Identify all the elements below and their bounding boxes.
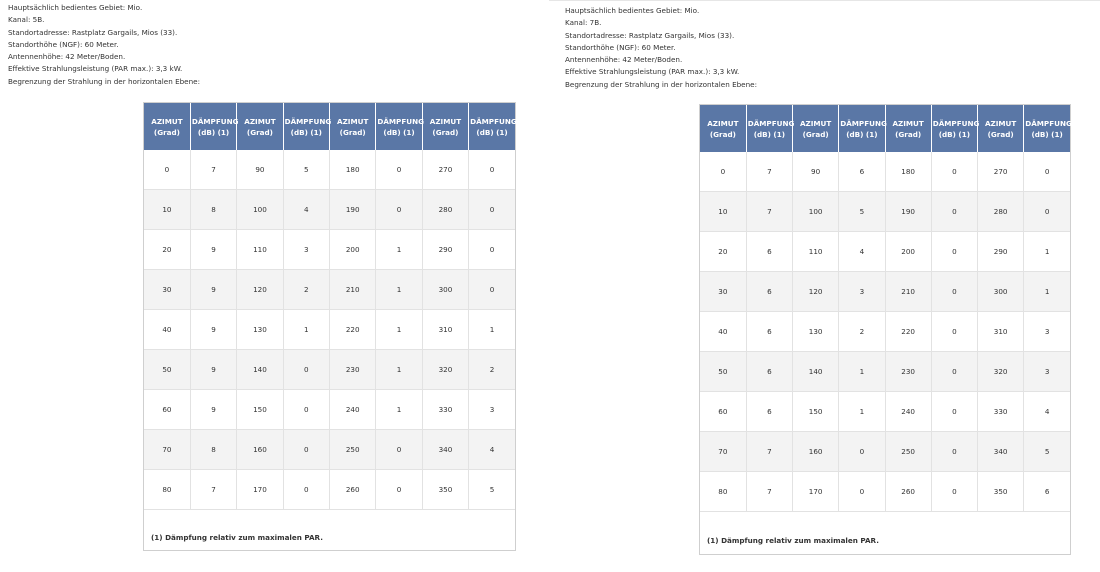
table-row (700, 352, 1070, 392)
table-row (144, 270, 515, 310)
azimut-cell: 150 (793, 392, 839, 432)
table-row (700, 272, 1070, 312)
daempfung-cell: 3 (839, 272, 885, 312)
info-line-power: Effektive Strahlungsleistung (PAR max.): 3,3 kW. (565, 67, 740, 77)
azimut-cell: 50 (144, 350, 190, 390)
daempfung-cell: 1 (1024, 232, 1070, 272)
azimut-cell: 210 (885, 272, 931, 312)
azimut-cell: 340 (422, 430, 468, 470)
azimut-cell: 300 (422, 270, 468, 310)
azimut-cell: 270 (422, 150, 468, 190)
daempfung-cell: 9 (190, 270, 236, 310)
attenuation-table-box (143, 102, 516, 551)
daempfung-cell: 6 (839, 152, 885, 192)
daempfung-cell: 1 (469, 310, 515, 350)
daempfung-cell: 7 (746, 152, 792, 192)
daempfung-cell: 8 (190, 190, 236, 230)
azimut-cell: 240 (330, 390, 376, 430)
azimut-cell: 350 (978, 472, 1024, 512)
daempfung-cell: 1 (376, 230, 422, 270)
daempfung-cell: 7 (190, 150, 236, 190)
azimut-cell: 190 (885, 192, 931, 232)
daempfung-cell: 0 (283, 350, 329, 390)
daempfung-cell: 0 (931, 312, 977, 352)
table-row (700, 152, 1070, 192)
header-azimut: AZIMUT (Grad) (237, 103, 283, 150)
azimut-cell: 10 (700, 192, 746, 232)
info-line-limitation: Begrenzung der Strahlung in der horizontalen Ebene: (565, 79, 757, 89)
azimut-cell: 30 (700, 272, 746, 312)
azimut-cell: 260 (330, 470, 376, 510)
azimut-cell: 330 (422, 390, 468, 430)
azimut-cell: 0 (700, 152, 746, 192)
daempfung-cell: 0 (839, 472, 885, 512)
daempfung-cell: 3 (1024, 312, 1070, 352)
daempfung-cell: 0 (469, 190, 515, 230)
attenuation-table (144, 103, 515, 510)
azimut-cell: 230 (330, 350, 376, 390)
daempfung-cell: 1 (376, 270, 422, 310)
table-body (144, 150, 515, 510)
azimut-cell: 210 (330, 270, 376, 310)
table-row (144, 150, 515, 190)
azimut-cell: 10 (144, 190, 190, 230)
azimut-cell: 150 (237, 390, 283, 430)
daempfung-cell: 4 (469, 430, 515, 470)
daempfung-cell: 1 (376, 390, 422, 430)
daempfung-cell: 9 (190, 350, 236, 390)
azimut-cell: 320 (978, 352, 1024, 392)
header-daempfung: DÄMPFUNG (dB) (1) (190, 103, 236, 150)
header-daempfung: DÄMPFUNG (dB) (1) (469, 103, 515, 150)
table-row (700, 232, 1070, 272)
table-body (700, 152, 1070, 512)
azimut-cell: 20 (144, 230, 190, 270)
azimut-cell: 220 (885, 312, 931, 352)
daempfung-cell: 0 (376, 190, 422, 230)
azimut-cell: 290 (978, 232, 1024, 272)
azimut-cell: 120 (237, 270, 283, 310)
daempfung-cell: 1 (839, 352, 885, 392)
table-header-row (700, 105, 1070, 152)
daempfung-cell: 0 (931, 352, 977, 392)
azimut-cell: 200 (885, 232, 931, 272)
daempfung-cell: 0 (283, 390, 329, 430)
daempfung-cell: 1 (376, 310, 422, 350)
daempfung-cell: 0 (931, 272, 977, 312)
azimut-cell: 130 (237, 310, 283, 350)
daempfung-cell: 1 (839, 392, 885, 432)
info-line-address: Standortadresse: Rastplatz Gargails, Mios (33). (8, 27, 178, 37)
daempfung-cell: 6 (746, 232, 792, 272)
left-panel (0, 0, 548, 571)
daempfung-cell: 9 (190, 230, 236, 270)
header-azimut: AZIMUT (Grad) (978, 105, 1024, 152)
azimut-cell: 160 (793, 432, 839, 472)
info-block (8, 2, 200, 88)
daempfung-cell: 0 (931, 152, 977, 192)
azimut-cell: 90 (237, 150, 283, 190)
info-line-served-area: Hauptsächlich bedientes Gebiet: Mio. (8, 3, 143, 12)
daempfung-cell: 2 (839, 312, 885, 352)
daempfung-cell: 1 (283, 310, 329, 350)
daempfung-cell: 5 (839, 192, 885, 232)
footnote: (1) Dämpfung relativ zum maximalen PAR. (151, 533, 323, 542)
azimut-cell: 50 (700, 352, 746, 392)
azimut-cell: 20 (700, 232, 746, 272)
daempfung-cell: 0 (931, 472, 977, 512)
azimut-cell: 60 (144, 390, 190, 430)
azimut-cell: 280 (978, 192, 1024, 232)
azimut-cell: 250 (330, 430, 376, 470)
table-row (144, 310, 515, 350)
daempfung-cell: 0 (931, 192, 977, 232)
daempfung-cell: 6 (746, 352, 792, 392)
info-line-served-area: Hauptsächlich bedientes Gebiet: Mio. (565, 6, 700, 15)
azimut-cell: 350 (422, 470, 468, 510)
header-azimut: AZIMUT (Grad) (793, 105, 839, 152)
info-line-site-altitude: Standorthöhe (NGF): 60 Meter. (565, 42, 676, 52)
daempfung-cell: 0 (1024, 192, 1070, 232)
info-line-site-altitude: Standorthöhe (NGF): 60 Meter. (8, 39, 119, 49)
azimut-cell: 60 (700, 392, 746, 432)
daempfung-cell: 7 (190, 470, 236, 510)
azimut-cell: 170 (793, 472, 839, 512)
info-line-antenna-height: Antennenhöhe: 42 Meter/Boden. (8, 52, 126, 62)
table-row (144, 390, 515, 430)
header-azimut: AZIMUT (Grad) (422, 103, 468, 150)
daempfung-cell: 0 (283, 430, 329, 470)
azimut-cell: 40 (144, 310, 190, 350)
azimut-cell: 30 (144, 270, 190, 310)
azimut-cell: 80 (700, 472, 746, 512)
daempfung-cell: 6 (746, 272, 792, 312)
azimut-cell: 290 (422, 230, 468, 270)
table-header-row (144, 103, 515, 150)
daempfung-cell: 7 (746, 432, 792, 472)
daempfung-cell: 8 (190, 430, 236, 470)
daempfung-cell: 0 (376, 470, 422, 510)
daempfung-cell: 1 (1024, 272, 1070, 312)
table-row (144, 430, 515, 470)
azimut-cell: 180 (330, 150, 376, 190)
daempfung-cell: 1 (376, 350, 422, 390)
table-row (700, 432, 1070, 472)
azimut-cell: 90 (793, 152, 839, 192)
daempfung-cell: 2 (469, 350, 515, 390)
azimut-cell: 80 (144, 470, 190, 510)
daempfung-cell: 0 (469, 230, 515, 270)
header-daempfung: DÄMPFUNG (dB) (1) (283, 103, 329, 150)
azimut-cell: 170 (237, 470, 283, 510)
daempfung-cell: 6 (746, 392, 792, 432)
azimut-cell: 190 (330, 190, 376, 230)
azimut-cell: 180 (885, 152, 931, 192)
azimut-cell: 300 (978, 272, 1024, 312)
azimut-cell: 130 (793, 312, 839, 352)
daempfung-cell: 0 (931, 392, 977, 432)
azimut-cell: 260 (885, 472, 931, 512)
daempfung-cell: 0 (376, 430, 422, 470)
table-row (700, 472, 1070, 512)
info-line-antenna-height: Antennenhöhe: 42 Meter/Boden. (565, 55, 683, 65)
daempfung-cell: 6 (746, 312, 792, 352)
header-azimut: AZIMUT (Grad) (144, 103, 190, 150)
daempfung-cell: 6 (1024, 472, 1070, 512)
header-daempfung: DÄMPFUNG (dB) (1) (839, 105, 885, 152)
table-row (700, 192, 1070, 232)
azimut-cell: 270 (978, 152, 1024, 192)
azimut-cell: 330 (978, 392, 1024, 432)
azimut-cell: 280 (422, 190, 468, 230)
table-row (700, 312, 1070, 352)
azimut-cell: 240 (885, 392, 931, 432)
daempfung-cell: 5 (469, 470, 515, 510)
daempfung-cell: 7 (746, 192, 792, 232)
attenuation-table (700, 105, 1070, 512)
table-row (144, 230, 515, 270)
daempfung-cell: 3 (469, 390, 515, 430)
header-azimut: AZIMUT (Grad) (885, 105, 931, 152)
daempfung-cell: 0 (931, 432, 977, 472)
daempfung-cell: 0 (469, 270, 515, 310)
right-panel (549, 0, 1100, 572)
daempfung-cell: 5 (1024, 432, 1070, 472)
azimut-cell: 250 (885, 432, 931, 472)
daempfung-cell: 4 (1024, 392, 1070, 432)
info-block (565, 5, 757, 91)
azimut-cell: 100 (793, 192, 839, 232)
daempfung-cell: 0 (839, 432, 885, 472)
header-daempfung: DÄMPFUNG (dB) (1) (1024, 105, 1070, 152)
header-daempfung: DÄMPFUNG (dB) (1) (931, 105, 977, 152)
table-row (144, 190, 515, 230)
daempfung-cell: 4 (839, 232, 885, 272)
azimut-cell: 140 (793, 352, 839, 392)
header-azimut: AZIMUT (Grad) (700, 105, 746, 152)
attenuation-table-box (699, 104, 1071, 555)
info-line-channel: Kanal: 7B. (565, 18, 602, 28)
daempfung-cell: 0 (1024, 152, 1070, 192)
info-line-address: Standortadresse: Rastplatz Gargails, Mios (33). (565, 30, 735, 40)
info-line-channel: Kanal: 5B. (8, 15, 45, 25)
table-row (700, 392, 1070, 432)
table-row (144, 470, 515, 510)
azimut-cell: 140 (237, 350, 283, 390)
azimut-cell: 200 (330, 230, 376, 270)
footnote: (1) Dämpfung relativ zum maximalen PAR. (707, 536, 879, 545)
daempfung-cell: 5 (283, 150, 329, 190)
azimut-cell: 220 (330, 310, 376, 350)
info-line-power: Effektive Strahlungsleistung (PAR max.): 3,3 kW. (8, 64, 183, 74)
daempfung-cell: 3 (1024, 352, 1070, 392)
azimut-cell: 340 (978, 432, 1024, 472)
daempfung-cell: 7 (746, 472, 792, 512)
azimut-cell: 320 (422, 350, 468, 390)
table-row (144, 350, 515, 390)
daempfung-cell: 0 (931, 232, 977, 272)
azimut-cell: 310 (422, 310, 468, 350)
daempfung-cell: 9 (190, 390, 236, 430)
daempfung-cell: 2 (283, 270, 329, 310)
daempfung-cell: 9 (190, 310, 236, 350)
daempfung-cell: 3 (283, 230, 329, 270)
azimut-cell: 70 (144, 430, 190, 470)
azimut-cell: 310 (978, 312, 1024, 352)
azimut-cell: 100 (237, 190, 283, 230)
azimut-cell: 40 (700, 312, 746, 352)
azimut-cell: 160 (237, 430, 283, 470)
info-line-limitation: Begrenzung der Strahlung in der horizontalen Ebene: (8, 76, 200, 86)
azimut-cell: 70 (700, 432, 746, 472)
daempfung-cell: 0 (283, 470, 329, 510)
daempfung-cell: 0 (376, 150, 422, 190)
azimut-cell: 0 (144, 150, 190, 190)
daempfung-cell: 4 (283, 190, 329, 230)
daempfung-cell: 0 (469, 150, 515, 190)
azimut-cell: 110 (237, 230, 283, 270)
header-azimut: AZIMUT (Grad) (330, 103, 376, 150)
azimut-cell: 230 (885, 352, 931, 392)
azimut-cell: 110 (793, 232, 839, 272)
header-daempfung: DÄMPFUNG (dB) (1) (376, 103, 422, 150)
azimut-cell: 120 (793, 272, 839, 312)
header-daempfung: DÄMPFUNG (dB) (1) (746, 105, 792, 152)
